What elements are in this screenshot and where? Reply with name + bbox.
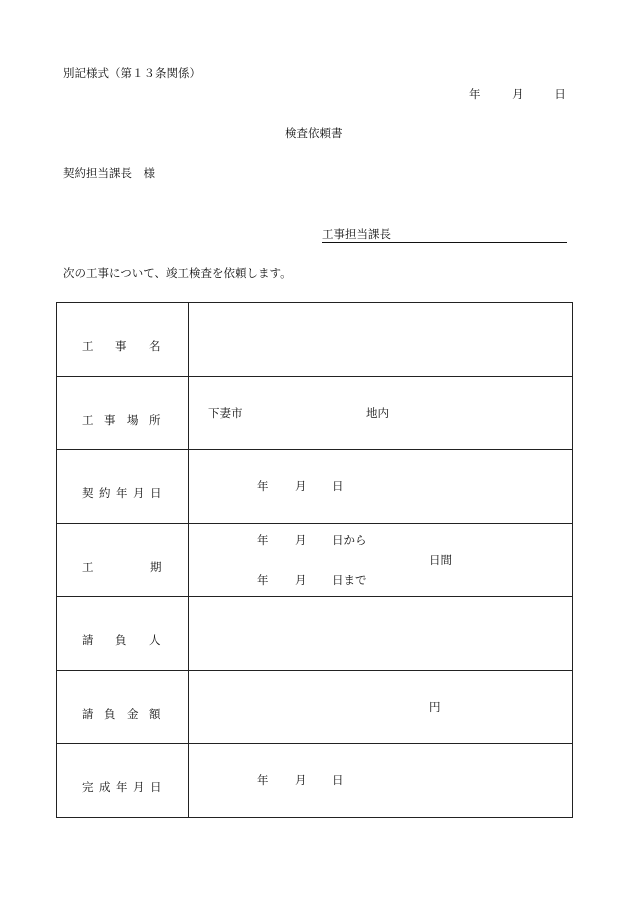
contract-year: 年 bbox=[257, 479, 269, 493]
label-char: 年 bbox=[116, 780, 128, 795]
table-row bbox=[57, 450, 573, 524]
intro-text: 次の工事について、竣工検査を依頼します。 bbox=[63, 266, 292, 280]
label-char: 契 bbox=[82, 486, 94, 501]
date-day: 日 bbox=[554, 87, 566, 101]
label-char: 請 bbox=[82, 706, 94, 721]
table-row bbox=[57, 744, 573, 818]
site-city: 下妻市 bbox=[208, 405, 243, 420]
label-char: 月 bbox=[133, 486, 145, 501]
label-char: 額 bbox=[149, 706, 161, 721]
label-char: 年 bbox=[116, 486, 128, 501]
inspection-form-table bbox=[56, 302, 573, 818]
completion-date-value[interactable] bbox=[189, 744, 573, 818]
label-char: 日 bbox=[150, 780, 162, 795]
label-char: 人 bbox=[149, 633, 161, 648]
label-char: 請 bbox=[82, 633, 94, 648]
label-char: 負 bbox=[115, 633, 127, 648]
label-char: 約 bbox=[99, 486, 111, 501]
document-title: 検査依頼書 bbox=[285, 126, 343, 140]
label-char: 月 bbox=[133, 780, 145, 795]
label-char: 負 bbox=[104, 706, 116, 721]
label-cell bbox=[57, 303, 189, 377]
table-row bbox=[57, 376, 573, 450]
label-char: 工 bbox=[82, 412, 94, 427]
completion-month: 月 bbox=[295, 773, 307, 787]
end-year: 年 bbox=[257, 572, 269, 587]
label-cell bbox=[57, 376, 189, 450]
label-cell bbox=[57, 450, 189, 524]
label-char: 期 bbox=[150, 559, 162, 574]
end-month: 月 bbox=[295, 572, 307, 587]
start-month: 月 bbox=[295, 532, 307, 547]
table-row bbox=[57, 523, 573, 597]
submission-date bbox=[469, 87, 566, 101]
work-name-value[interactable] bbox=[189, 303, 573, 377]
label-char: 成 bbox=[99, 780, 111, 795]
label-char: 場 bbox=[127, 412, 139, 427]
start-year: 年 bbox=[257, 532, 269, 547]
contract-day: 日 bbox=[332, 479, 344, 493]
label-char: 完 bbox=[82, 780, 94, 795]
label-cell bbox=[57, 744, 189, 818]
contractor-value[interactable] bbox=[189, 597, 573, 671]
label-char: 金 bbox=[127, 706, 139, 721]
contract-month: 月 bbox=[295, 479, 307, 493]
label-char: 事 bbox=[104, 412, 116, 427]
table-row bbox=[57, 303, 573, 377]
contract-date-value[interactable] bbox=[189, 450, 573, 524]
completion-day: 日 bbox=[332, 773, 344, 787]
label-cell bbox=[57, 523, 189, 597]
addressee: 契約担当課長 様 bbox=[63, 166, 155, 180]
label-char: 工 bbox=[82, 559, 94, 574]
contract-amount-value[interactable] bbox=[189, 670, 573, 744]
end-day: 日まで bbox=[332, 572, 367, 587]
label-cell bbox=[57, 597, 189, 671]
date-month: 月 bbox=[512, 87, 524, 101]
table-row bbox=[57, 597, 573, 671]
work-period-value[interactable] bbox=[189, 523, 573, 597]
label-char: 事 bbox=[115, 339, 127, 354]
period-days: 日間 bbox=[429, 552, 452, 567]
site-suffix: 地内 bbox=[366, 405, 389, 420]
label-char: 日 bbox=[150, 486, 162, 501]
form-number-label: 別記様式（第１３条関係） bbox=[63, 66, 201, 80]
signer-line: 工事担当課長 bbox=[322, 227, 567, 243]
work-site-value[interactable] bbox=[189, 376, 573, 450]
start-day: 日から bbox=[332, 532, 367, 547]
label-char: 工 bbox=[82, 339, 94, 354]
table-row bbox=[57, 670, 573, 744]
label-char: 名 bbox=[149, 339, 161, 354]
date-year: 年 bbox=[469, 87, 481, 101]
amount-unit: 円 bbox=[429, 699, 441, 714]
label-cell bbox=[57, 670, 189, 744]
completion-year: 年 bbox=[257, 773, 269, 787]
label-char: 所 bbox=[149, 412, 161, 427]
